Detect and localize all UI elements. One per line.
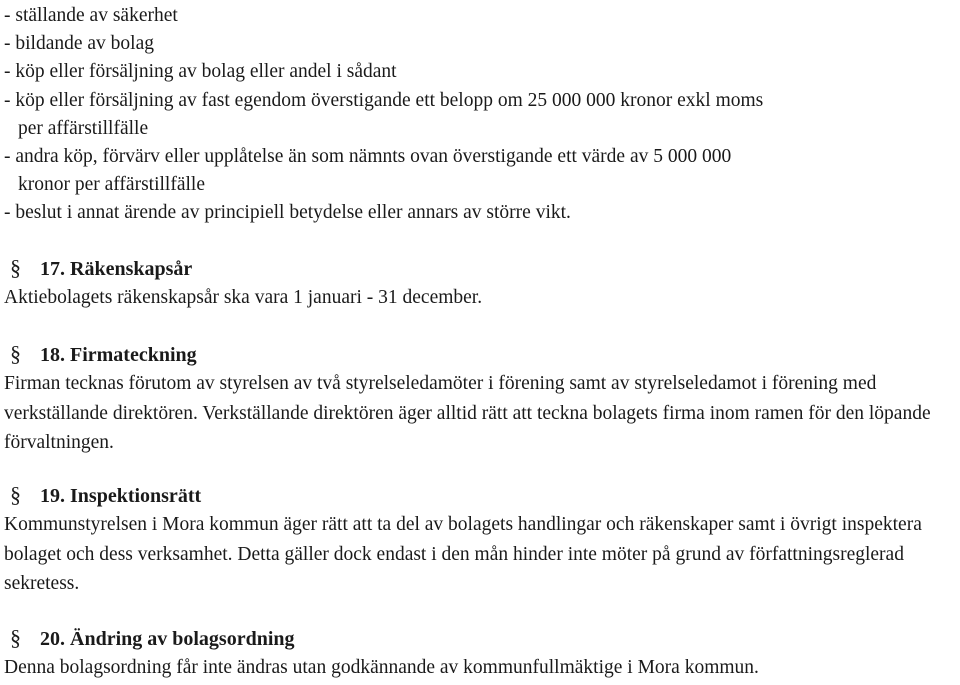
list-item-text: - beslut i annat ärende av principiell betydelse eller annars av större vikt.	[4, 202, 571, 224]
list-item	[4, 58, 956, 86]
list-item	[4, 143, 956, 199]
list-item-continuation: per affärstillfälle	[18, 117, 149, 139]
section-symbol: §	[10, 341, 21, 366]
section-heading	[4, 481, 956, 510]
list-item	[4, 199, 956, 227]
list-item	[4, 30, 956, 58]
section-symbol: §	[10, 255, 21, 280]
section-heading-text: 18. Firmateckning	[40, 344, 197, 366]
section-body: Aktiebolagets räkenskapsår ska vara 1 januari - 31 december.	[4, 287, 483, 308]
section-20	[4, 624, 956, 683]
section-heading-text: 17. Räkenskapsår	[40, 258, 193, 280]
section-symbol: §	[10, 482, 21, 507]
section-17	[4, 254, 956, 313]
section-symbol: §	[10, 625, 21, 650]
section-heading	[4, 624, 956, 653]
section-heading	[4, 340, 956, 369]
section-heading-text: 20. Ändring av bolagsordning	[40, 628, 295, 650]
section-19	[4, 481, 956, 599]
section-body: Kommunstyrelsen i Mora kommun äger rätt att ta del av bolagets handlingar och räkenskaper samt i övrigt inspektera bolaget och dess verksamhet. Detta gäller dock endast i den mån hinder inte möter på grund av författningsreglerad sekretess.	[4, 514, 922, 594]
section-body: Firman tecknas förutom av styrelsen av två styrelseledamöter i förening samt av styrelseledamot i förening med verkställande direktören. Verkställande direktören äger alltid rätt att teckna bolagets firma inom ramen för den löpande förvaltningen.	[4, 373, 931, 453]
list-item-text: - ställande av säkerhet	[4, 5, 178, 26]
section-heading	[4, 254, 956, 283]
document-page	[4, 0, 956, 678]
list-item-text: - bildande av bolag	[4, 33, 154, 55]
decision-list	[4, 2, 956, 228]
list-item-text: - köp eller försäljning av bolag eller andel i sådant	[4, 61, 397, 83]
section-18	[4, 340, 956, 458]
list-item	[4, 2, 956, 30]
list-item-text: - andra köp, förvärv eller upplåtelse än som nämnts ovan överstigande ett värde av 5 000 000	[4, 146, 732, 168]
section-body: Denna bolagsordning får inte ändras utan godkännande av kommunfullmäktige i Mora kommun.	[4, 657, 759, 678]
list-item	[4, 87, 956, 143]
list-item-text: - köp eller försäljning av fast egendom överstigande ett belopp om 25 000 000 kronor exkl moms	[4, 89, 764, 111]
section-heading-text: 19. Inspektionsrätt	[40, 485, 202, 507]
list-item-continuation: kronor per affärstillfälle	[18, 174, 205, 196]
